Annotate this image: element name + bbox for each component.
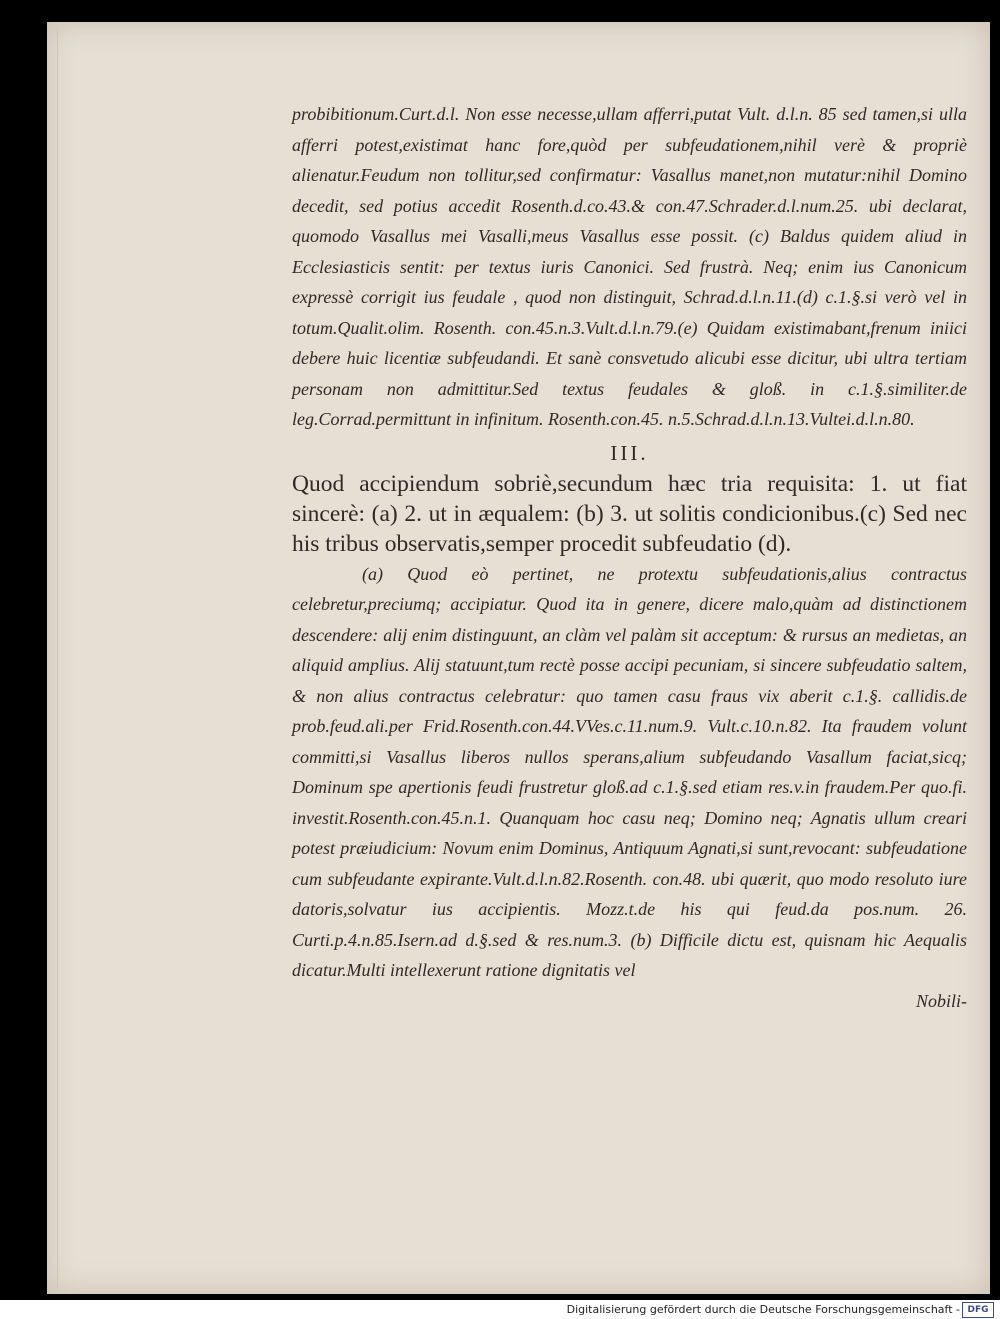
digitization-footer <box>0 1300 1000 1319</box>
dfg-logo: DFG <box>962 1302 994 1318</box>
footnotes-section <box>292 559 967 986</box>
book-page <box>47 22 990 1294</box>
text-block <box>292 99 967 1016</box>
footnote-a: (a) Quod eò pertinet, ne protextu subfeudationis,alius contractus celebretur,preciumq; accipiatur. Quod ita in genere, dicere malo,quàm ad distinctionem descendere: alij enim distinguunt, an clàm vel palàm sit acceptum: & rursus an medietas, an aliquid amplius. Alij statuunt,tum rectè posse accipi pecuniam, si sincere subfeudatio saltem, & non alius contractus celebratur: quo tamen casu fraus vix aberit c.1.§. callidis.de prob.feud.ali.per Frid.Rosenth.con.44.VVes.c.11.num.9. Vult.c.10.n.82. Ita fraudem volunt committi,si Vasallus liberos nullos sperans,alium subfeudando Vasallum faciat,sicq; Dominum spe apertionis feudi frustretur gloß.ad c.1.§.sed etiam res.v.in fraudem.Per quo.fi. investit.Rosenth.con.45.n.1. Quanquam hoc casu neq; Domino neq; Agnatis ullum creari potest præiudicium: Novum enim Dominus, Antiquum Agnati,si sunt,revocant: subfeudatione cum subfeudante expirante.Vult.d.l.n.82.Rosenth. con.48. ubi quærit, quo modo resoluto iure datoris,solvatur ius accipientis. Mozz.t.de his qui feud.da pos.num. 26. Curti.p.4.n.85.Isern.ad d.§.sed & res.num.3. (b) Difficile dictu est, quisnam hic Aequalis dicatur.Multi intellexerunt ratione dignitatis vel <box>292 563 967 980</box>
footnote-text-top: probibitionum.Curt.d.l. Non esse necesse,ullam afferri,putat Vult. d.l.n. 85 sed tamen,si ulla afferri potest,existimat hanc fore,quòd per subfeudationem,nihil verè & propriè alienatur.Feudum non tollitur,sed confirmatur: Vasallus manet,non mutatur:nihil Domino decedit, sed potius accedit Rosenth.d.co.43.& con.47.Schrader.d.l.num.25. ubi declarat, quomodo Vasallus mei Vasalli,meus Vasallus esse possit. (c) Baldus quidem aliud in Ecclesiasticis sentit: per textus iuris Canonici. Sed frustrà. Neq; enim ius Canonicum expressè corrigit ius feudale , quod non distinguit, Schrad.d.l.n.11.(d) c.1.§.si verò vel in totum.Qualit.olim. Rosenth. con.45.n.3.Vult.d.l.n.79.(e) Quidam existimabant,frenum iniici debere huic licentiæ subfeudandi. Et sanè consvetudo alicubi esse dicitur, ubi ultra tertiam personam non admittitur.Sed textus feudales & gloß. in c.1.§.similiter.de leg.Corrad.permittunt in infinitum. Rosenth.con.45. n.5.Schrad.d.l.n.13.Vultei.d.l.n.80. <box>292 104 967 429</box>
funding-credit: Digitalisierung gefördert durch die Deutsche Forschungsgemeinschaft - <box>566 1303 960 1316</box>
footnotes-continued <box>292 99 967 435</box>
catchword: Nobili- <box>915 990 967 1011</box>
section-main-text: Quod accipiendum sobriè,secundum hæc tria requisita: 1. ut fiat sincerè: (a) 2. ut in æqualem: (b) 3. ut solitis condicionibus.(c) Sed nec his tribus observatis,semper procedit subfeudatio (d). <box>292 470 967 557</box>
section-number: III. <box>610 440 649 465</box>
